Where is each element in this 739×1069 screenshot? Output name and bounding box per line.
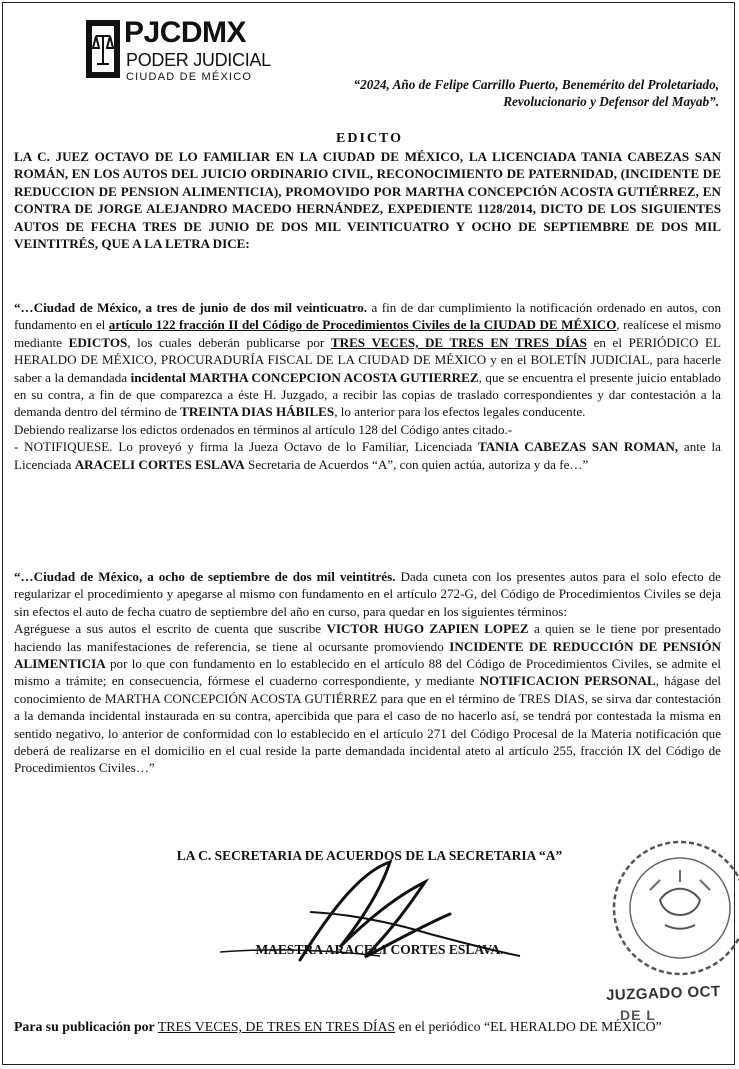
p2-text: Dada cuneta con los presentes autos para el solo efecto de regularizar el procedimiento y apegarse al mismo con fundamento en el artículo 272-G, del Código de Procedimientos Civiles se deja sin efectos el auto de fecha cuatro de septiembre del año en curso, para quedar en los siguientes términos:: [14, 569, 721, 619]
intro-paragraph: LA C. JUEZ OCTAVO DE LO FAMILIAR EN LA CIUDAD DE MÉXICO, LA LICENCIADA TANIA CABEZAS SAN ROMÁN, EN LOS AUTOS DEL JUICIO ORDINARIO CIVIL, RECONOCIMIENTO DE PATERNIDAD, (INCIDENTE DE REDUCCION DE PENSION ALIMENTICIA), PROMOVIDO POR MARTHA CONCEPCIÓN ACOSTA GUTIÉRREZ, EN CONTRA DE JORGE ALEJANDRO MACEDO HERNÁNDEZ, EXPEDIENTE 1128/2014, DICTO DE LOS SIGUIENTES AUTOS DE FECHA TRES DE JUNIO DE DOS MIL VEINTICUATRO Y OCHO DE SEPTIEMBRE DE DOS MIL VEINTITRÉS, QUE A LA LETRA DICE:: [14, 149, 721, 252]
p1-article-ref: artículo 122 fracción II del Código de Procedimientos Civiles de la CIUDAD DE MÉXICO: [108, 317, 617, 333]
p1-secretary-name: ARACELI CORTES ESLAVA: [74, 456, 245, 472]
p1-edictos: EDICTOS: [68, 334, 128, 350]
p1-text: , lo anterior para los efectos legales conducente.: [334, 404, 586, 420]
p1-notify: - NOTIFIQUESE. Lo proveyó y firma la Jueza Octavo de lo Familiar, Licenciada: [14, 439, 478, 455]
p1-text: a fin de dar cumplimiento la notificación ordenado en autos, con fundamento en el: [14, 300, 721, 333]
signer-name: MAESTRA ARACELI CORTES ESLAVA.: [255, 942, 504, 957]
publish-newspaper: en el periódico “EL HERALDO DE MÉXICO”: [395, 1019, 662, 1034]
p1-text: Secretaria de Acuerdos “A”, con quien actúa, autoriza y da fe…”: [244, 456, 589, 472]
p1-text: en el PERIÓDICO EL HERALDO DE MÉXICO, PROCURADURÍA FISCAL DE LA CIUDAD DE MÉXICO y en el BOLETÍN JUDICIAL, para hacerle saber a la demandada: [14, 334, 722, 385]
publication-note: [14, 1017, 721, 1036]
logo-line1: PODER JUDICIAL: [126, 50, 271, 70]
p1-text: , que se encuentra el presente juicio entablado en su contra, a fin de que comparezca a éste H. Juzgado, a recibir las copias de traslado correspondientes y dar contestación a la demanda dentro del término de: [14, 369, 721, 420]
p1-text: ante la Licenciada: [14, 439, 721, 472]
publish-frequency: TRES VECES, DE TRES EN TRES DÍAS: [157, 1019, 396, 1034]
scales-of-justice-icon: [84, 18, 124, 80]
p2-date: “…Ciudad de México, a ocho de septiembre de dos mil veintitrés.: [14, 569, 396, 584]
logo-line2: CIUDAD DE MÉXICO: [126, 71, 253, 83]
p1-term: TREINTA DIAS HÁBILES: [180, 404, 335, 420]
court-seal-icon: [605, 830, 739, 985]
stamp-line-2: DE L: [620, 1007, 656, 1023]
p1-edicts-note: Debiendo realizarse los edictos ordenados en términos al artículo 128 del Código antes citado.-: [14, 421, 513, 437]
motto-line-2: Revolucionario y Defensor del Mayab”.: [503, 94, 719, 109]
p2-text: , hágase del conocimiento de MARTHA CONCEPCIÓN ACOSTA GUTIÉRREZ para que en el término de TRES DIAS, se sirva dar contestación a la demanda incidental instaurada en su contra, apercibida que para el caso de no hacerlo así, se tendrá por contestada la misma en sentido negativo, lo anterior de conformidad con lo establecido en el artículo 271 del Código Procesal de la Materia notificación que deberá de realizarse en el domicilio en el cual reside la parte demandada incidental ateto al artículo 255, fracción IX del Código de Procedimientos Civiles…”: [14, 673, 721, 776]
order-june-2024: [14, 299, 721, 473]
publish-lead: Para su publicación por: [14, 1019, 158, 1034]
p1-defendant: incidental MARTHA CONCEPCION ACOSTA GUTIERREZ: [130, 369, 479, 385]
order-september-2023: [14, 568, 721, 777]
year-motto: [259, 76, 719, 110]
p2-notification: NOTIFICACION PERSONAL: [479, 673, 656, 689]
pjcdmx-logo: [84, 18, 274, 88]
p1-text: , realícese el mismo mediante: [14, 317, 722, 350]
p1-frequency: TRES VECES, DE TRES EN TRES DÍAS: [330, 334, 587, 350]
logo-acronym: PJCDMX: [124, 16, 247, 49]
document-title: EDICTO: [336, 131, 403, 146]
p2-text: a quien se le tiene por presentado haciendo las manifestaciones de referencia, se tiene al ocursante promoviendo: [14, 621, 721, 654]
p1-text: , los cuales deberán publicarse por: [127, 334, 331, 350]
p1-judge-name: TANIA CABEZAS SAN ROMAN,: [477, 439, 679, 455]
secretary-heading: LA C. SECRETARIA DE ACUERDOS DE LA SECRETARIA “A”: [176, 848, 563, 863]
p2-name: VICTOR HUGO ZAPIEN LOPEZ: [326, 621, 529, 637]
p1-date: “…Ciudad de México, a tres de junio de dos mil veinticuatro.: [14, 300, 368, 315]
p2-text: Agréguese a sus autos el escrito de cuenta que suscribe: [14, 621, 327, 637]
motto-line-1: “2024, Año de Felipe Carrillo Puerto, Benemérito del Proletariado,: [353, 77, 719, 92]
stamp-line-1: JUZGADO OCT: [605, 983, 721, 1004]
p2-text: por lo que con fundamento en lo establecido en el artículo 88 del Código de Procedimientos Civiles, se admite el mismo a trámite; en consecuencia, fórmese el cuaderno correspondiente, y mediante: [14, 656, 721, 689]
p2-incident: INCIDENTE DE REDUCCIÓN DE PENSIÓN ALIMENTICIA: [14, 638, 721, 672]
